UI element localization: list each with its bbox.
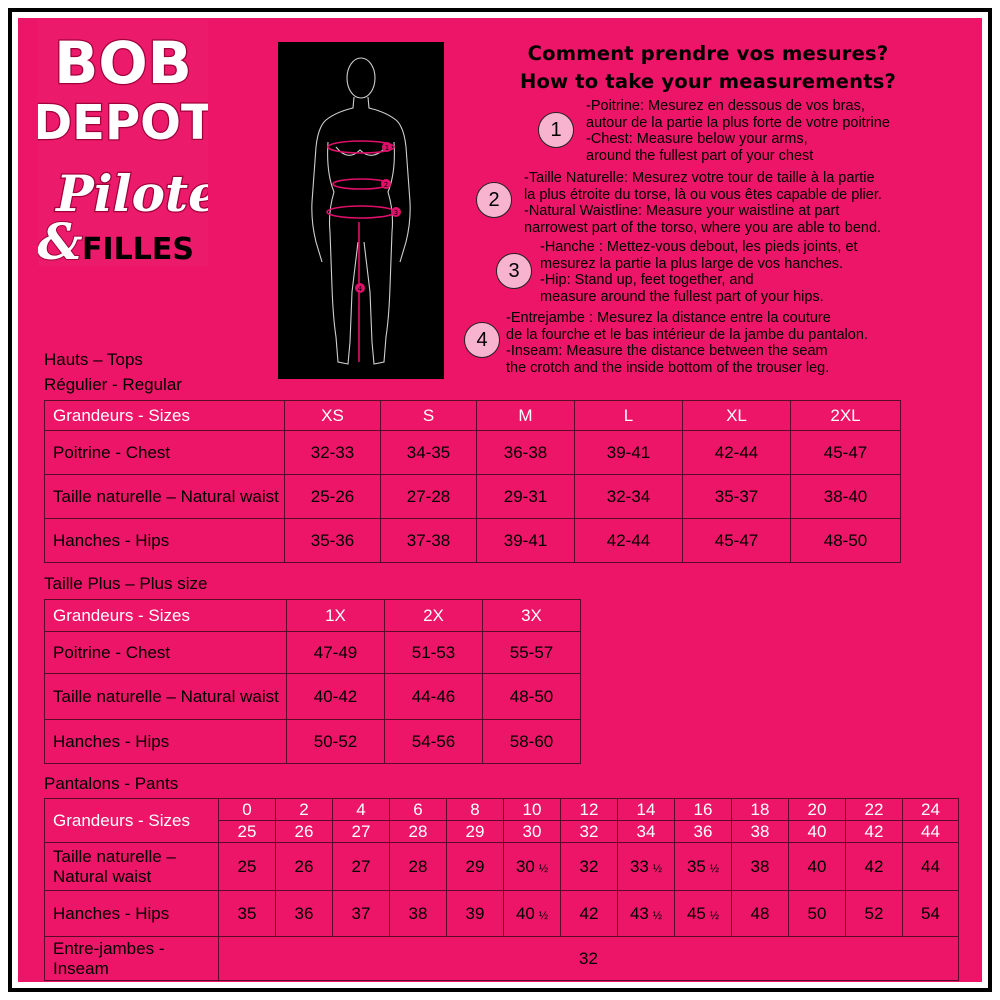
step-line: autour de la partie la plus forte de votre poitrine [586,114,890,131]
pants-size-alt-cell: 36 [675,821,732,843]
pants-size-cell: 22 [846,799,903,821]
pants-hips-cell [618,891,675,937]
pants-hips-cell [504,891,561,937]
pants-size-cell: 18 [732,799,789,821]
step-4-text [506,310,868,376]
pants-waist-cell [390,843,447,891]
table-row [45,843,959,891]
table-cell: 42-44 [683,431,791,475]
pants-hips-cell [846,891,903,937]
header-cell: L [575,401,683,431]
pants-size-alt-cell: 32 [561,821,618,843]
step-3 [496,239,858,305]
table-row [45,475,901,519]
pants-size-cell: 10 [504,799,561,821]
size-guide-panel [18,18,982,982]
pants-waist-value: 35 [686,856,706,876]
header-cell: 1X [287,600,385,632]
table-cell: 40-42 [287,674,385,720]
step-1-text [586,98,890,164]
row-label: Taille naturelle – Natural waist [45,674,287,720]
marker-3: 3 [393,209,399,217]
table-cell: 45-47 [791,431,901,475]
pants-hips-value: 52 [864,903,884,923]
step-line: -Entrejambe : Mesurez la distance entre la couture [506,310,831,326]
row-label: Poitrine - Chest [45,431,285,475]
pants-size-alt-cell: 25 [219,821,276,843]
pants-waist-value: 28 [408,856,428,876]
table-cell: 51-53 [385,632,483,674]
row-label: Hanches - Hips [45,519,285,563]
pants-hips-value: 45 [686,903,706,923]
table-row [45,431,901,475]
table-cell: 34-35 [381,431,477,475]
pants-waist-value: 42 [864,856,884,876]
row-label: Hanches - Hips [45,720,287,764]
step-line: narrowest part of the torso, where you are able to bend. [524,219,882,236]
marker-2: 2 [383,181,389,189]
inseam-value: 32 [219,937,959,981]
pants-waist-cell [732,843,789,891]
pants-size-alt-cell: 44 [903,821,959,843]
pants-title: Pantalons - Pants [44,774,179,793]
heading-en: How to take your measurements? [519,70,897,93]
step-line: -Inseam: Measure the distance between the seam [506,343,828,359]
row-label: Poitrine - Chest [45,632,287,674]
table-header-row [45,600,581,632]
marker-1: 1 [384,144,390,152]
pants-hips-cell [903,891,959,937]
pants-waist-value: 25 [237,856,257,876]
step-line: measure around the fullest part of your hips. [540,288,824,305]
pants-size-cell: 8 [447,799,504,821]
table-cell: 29-31 [477,475,575,519]
pants-size-alt-cell: 34 [618,821,675,843]
brand-logo-art [38,21,208,266]
pants-size-alt-cell: 38 [732,821,789,843]
step-line: de la fourche et le bas intérieur de la jambe du pantalon. [506,326,868,343]
pants-waist-value: 30 [515,856,535,876]
table-row [45,674,581,720]
logo-bob: BOB [54,29,192,97]
step-4 [464,310,868,376]
pants-size-cell: 16 [675,799,732,821]
table-cell: 39-41 [477,519,575,563]
step-3-text [540,239,858,305]
pants-waist-value: 33 [629,856,649,876]
pants-waist-cell [447,843,504,891]
step-line: around the fullest part of your chest [586,147,814,164]
step-line: -Poitrine: Mesurez en dessous de vos bras, [586,98,865,114]
table-cell: 36-38 [477,431,575,475]
table-cell: 48-50 [791,519,901,563]
table-cell: 58-60 [483,720,581,764]
step-2-text [524,170,882,236]
step-2-number: 2 [476,182,512,218]
header-cell: S [381,401,477,431]
body-silhouette [278,42,444,379]
pants-waist-cell [618,843,675,891]
row-label: Taille naturelle – Natural waist [45,475,285,519]
pants-waist-cell [846,843,903,891]
tops-subtitle: Régulier - Regular [44,375,182,394]
header-cell: 2XL [791,401,901,431]
pants-waist-value: 40 [807,856,827,876]
pants-hips-half: ½ [652,909,663,922]
pants-hips-value: 48 [750,903,770,923]
header-cell: M [477,401,575,431]
pants-hips-cell [333,891,390,937]
pants-hips-value: 35 [237,903,257,923]
step-line: -Taille Naturelle: Mesurez votre tour de taille à la partie [524,170,875,186]
pants-hips-value: 50 [807,903,827,923]
table-cell: 35-37 [683,475,791,519]
pants-hips-cell [561,891,618,937]
logo-ampersand: & [38,212,83,266]
pants-waist-value: 26 [294,856,314,876]
brand-logo [38,21,208,266]
table-cell: 54-56 [385,720,483,764]
pants-waist-value: 44 [921,856,940,876]
pants-waist-cell [561,843,618,891]
table-cell: 55-57 [483,632,581,674]
pants-waist-cell [504,843,561,891]
pants-size-cell: 6 [390,799,447,821]
header-cell: Grandeurs - Sizes [45,799,219,843]
pants-size-alt-cell: 26 [276,821,333,843]
table-cell: 50-52 [287,720,385,764]
step-1-number: 1 [538,112,574,148]
pants-hips-value: 54 [921,903,940,923]
table-cell: 35-36 [285,519,381,563]
step-line: -Hanche : Mettez-vous debout, les pieds joints, et [540,239,858,255]
pants-waist-cell [903,843,959,891]
pants-waist-half: ½ [538,862,549,875]
pants-waist-half: ½ [652,862,663,875]
step-line: -Hip: Stand up, feet together, and [540,272,754,288]
step-line: -Natural Waistline: Measure your waistline at part [524,203,840,219]
pants-waist-value: 38 [750,856,770,876]
pants-hips-cell [219,891,276,937]
row-label: Entre-jambes - Inseam [45,937,219,981]
pants-size-alt-cell: 29 [447,821,504,843]
body-figure-icon [278,42,444,379]
table-cell: 44-46 [385,674,483,720]
measure-heading [458,40,958,96]
table-cell: 32-34 [575,475,683,519]
pants-hips-value: 36 [294,903,314,923]
table-row [45,632,581,674]
logo-filles: FILLES [82,232,194,266]
pants-size-table [44,798,959,981]
pants-hips-value: 40 [515,903,535,923]
table-header-row [45,401,901,431]
table-cell: 42-44 [575,519,683,563]
pants-size-cell: 12 [561,799,618,821]
pants-size-cell: 4 [333,799,390,821]
pants-size-alt-cell: 27 [333,821,390,843]
table-cell: 39-41 [575,431,683,475]
pants-hips-value: 42 [579,903,599,923]
pants-waist-cell [276,843,333,891]
pants-waist-value: 27 [351,856,371,876]
row-label: Hanches - Hips [45,891,219,937]
pants-size-alt-cell: 40 [789,821,846,843]
table-cell: 32-33 [285,431,381,475]
row-label: Taille naturelle – Natural waist [45,843,219,891]
pants-hips-cell [675,891,732,937]
marker-4: 4 [357,285,363,293]
table-cell: 27-28 [381,475,477,519]
heading-fr: Comment prendre vos mesures? [527,42,889,65]
table-row [45,720,581,764]
table-row [45,937,959,981]
header-cell: Grandeurs - Sizes [45,600,287,632]
header-cell: Grandeurs - Sizes [45,401,285,431]
table-row [45,891,959,937]
pants-size-cell: 20 [789,799,846,821]
pants-size-cell: 2 [276,799,333,821]
pants-size-alt-cell: 42 [846,821,903,843]
pants-waist-value: 29 [465,856,485,876]
table-cell: 45-47 [683,519,791,563]
plus-size-table [44,599,581,764]
table-row [45,519,901,563]
pants-size-alt-cell: 30 [504,821,561,843]
logo-depot: DEPOT [38,95,208,151]
step-line: -Chest: Measure below your arms, [586,131,808,147]
step-2 [476,170,882,236]
pants-waist-cell [219,843,276,891]
pants-size-cell: 14 [618,799,675,821]
table-cell: 37-38 [381,519,477,563]
pants-waist-half: ½ [709,862,720,875]
table-cell: 48-50 [483,674,581,720]
pants-waist-value: 32 [579,856,599,876]
step-line: the crotch and the inside bottom of the trouser leg. [506,359,830,376]
pants-hips-cell [390,891,447,937]
step-line: mesurez la partie la plus large de vos hanches. [540,255,844,272]
table-cell: 38-40 [791,475,901,519]
logo-pilote: Pilote [56,164,208,223]
pants-hips-half: ½ [709,909,720,922]
pants-hips-half: ½ [538,909,549,922]
pants-hips-cell [447,891,504,937]
pants-size-alt-cell: 28 [390,821,447,843]
table-cell: 25-26 [285,475,381,519]
plus-title: Taille Plus – Plus size [44,574,208,593]
pants-size-cell: 24 [903,799,959,821]
header-cell: 3X [483,600,581,632]
pants-hips-cell [732,891,789,937]
tops-size-table [44,400,901,563]
pants-hips-cell [276,891,333,937]
pants-hips-value: 38 [408,903,428,923]
header-cell: XS [285,401,381,431]
header-cell: 2X [385,600,483,632]
pants-hips-cell [789,891,846,937]
table-header-row [45,799,959,821]
pants-hips-value: 39 [465,903,485,923]
table-cell: 47-49 [287,632,385,674]
tops-title: Hauts – Tops [44,350,143,369]
pants-waist-cell [333,843,390,891]
pants-waist-cell [789,843,846,891]
pants-waist-cell [675,843,732,891]
pants-hips-value: 37 [351,903,371,923]
header-cell: XL [683,401,791,431]
step-4-number: 4 [464,322,500,358]
step-line: la plus étroite du torse, là ou vous êtes capable de plier. [524,186,882,203]
step-1 [538,98,890,164]
pants-hips-value: 43 [629,903,649,923]
step-3-number: 3 [496,253,532,289]
pants-size-cell: 0 [219,799,276,821]
